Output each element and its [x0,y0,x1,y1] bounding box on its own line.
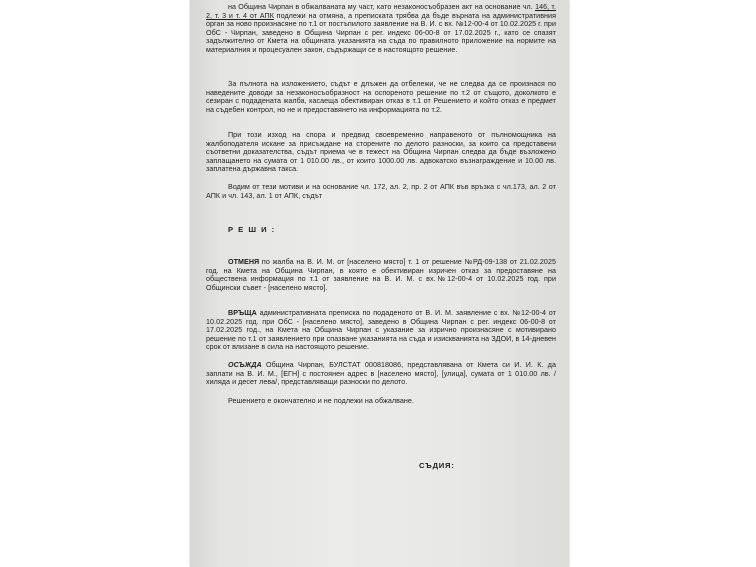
intro-legal-reference: 146, т. 2, т. 3 и т. 4 от АПК [206,3,556,20]
costs-paragraph: При този изход на спора и предвид своевременно направеното от пълномощника на жалбоподателя искане за присъждане на сторените по делото разноски, за които са представени съответни доказателства, съдът приема че в тежест на Община Чирпан следва да бъде възложено заплащането на сумата от 1 010.00 лв., от които 1000.00 лв. адвокатско възнаграждение и 10.00 лв. заплатена държавна такса. [206,131,556,174]
orders-text: Община Чирпан, БУЛСТАТ 000818086, представлявана от Кмета си И. И. К. да заплати на В. И. М., [ЕГН] с постоянен адрес в [населено място], [улица], сумата от 1 010.00 лв. /хиляда и десет лева/, представляващи разноски по делото. [206,361,556,387]
orders-keyword: ОСЪЖДА [228,361,262,369]
returns-text: административната преписка по подаденото от В. И. М. заявление с вх. №12-00-4 от 10.02.2025 год. при ОбС - [населено място], заведено в Община Чирпан с рег. индекс 06-00-8 от 17.02.2025 год., на Кмета на Община Чирпан с указание за изрично произнасяне с мотивирано решение по т.1 от заявлението при спазване указанията на съда и изискванията на ЗДОИ, в 14-дневен срок от влизане в сила на настоящото решение. [206,309,556,352]
returns-keyword: ВРЪЩА [228,309,257,317]
grounds-paragraph: Водим от тези мотиви и на основание чл. 172, ал. 2, пр. 2 от АПК във връзка с чл.173, ал. 2 от АПК и чл. 143, ал. 1 от АПК, съдът [206,183,556,200]
annuls-paragraph [206,258,556,292]
intro-rest: административния орган за ново произнасяне по т.1 от постъпилото заявление на В. И. с вх. №12-00-4 от 10.02.2025 г. при ОбС - Чирпан, заведено в Община Чирпан с рег. индекс 06-00-8 от 17.02.2025 г., като се спазят задължително от Кмета на общината указанията на съда по правилното приложение на нормите на материалния и процесуален закон, съдържащи се в настоящото решение. [206,11,556,54]
intro-line-2: подлежи на отмяна, а преписката трябва да бъде върната на [273,11,490,20]
decision-heading: Р Е Ш И : [228,225,276,234]
annuls-keyword: ОТМЕНЯ [228,258,260,266]
final-paragraph: Решението е окончателно и не подлежи на обжалване. [228,397,414,405]
intro-paragraph [206,3,556,54]
orders-paragraph [206,361,556,387]
intro-line-1: на Община Чирпан в обжалваната му част, като незаконосъобразен акт на основание чл. [228,3,533,11]
judge-signature-label: СЪДИЯ: [419,461,455,470]
returns-paragraph [206,309,556,352]
document-page [190,0,569,567]
completeness-paragraph: За пълнота на изложението, съдът е длъжен да отбележи, че не следва да се произнася по наведените доводи за незаконосъобразност на оспореното решение по т.2 от същото, доколкото е сезиран с подадената жалба, касаеща обективиран отказ в т.1 от Решението и който отказ е предмет на съдебен контрол, но не и предоставянето на информацията по т.2. [206,80,556,114]
annuls-text: по жалба на В. И. М. от [населено място] т. 1 от решение №РД-09-138 от 21.02.2025 год. на Кмета на Община Чирпан, в която е обективиран изричен отказ за предоставяне на обществена информация по т.1 от заявление на В. И. М. с вх.№12-00-4 от 10.02.2025 год. при Общински съвет - [населено място]. [206,258,556,292]
